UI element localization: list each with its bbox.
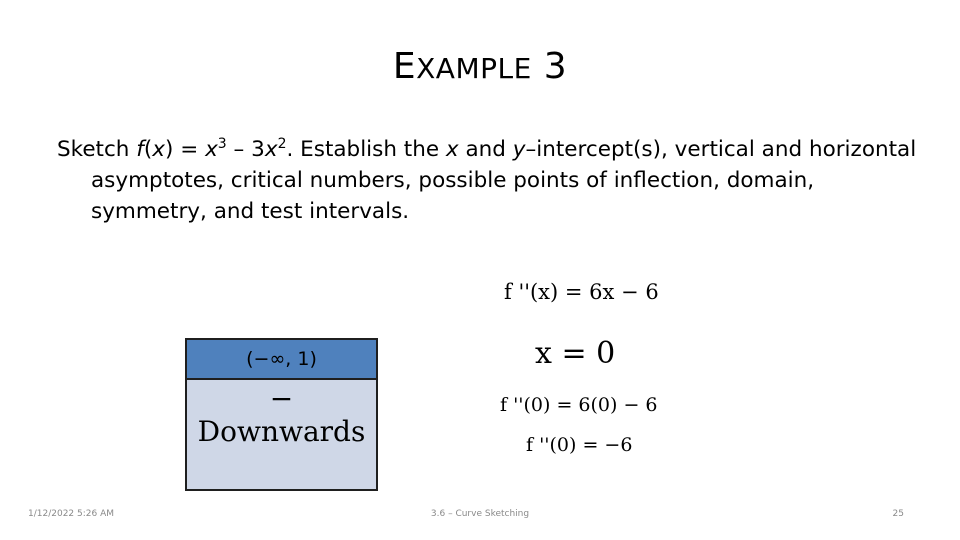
title-rest: XAMPLE [416, 52, 532, 85]
prompt-text: – 3 [226, 137, 265, 162]
prompt-var-y: y [512, 137, 526, 162]
interval-header: (−∞, 1) [187, 340, 376, 380]
prompt-var-f: f [136, 137, 144, 162]
prompt-text: Sketch [57, 137, 137, 162]
prompt-var-x: x [264, 137, 278, 162]
footer-section: 3.6 – Curve Sketching [430, 509, 530, 519]
prompt-text: ( [143, 137, 153, 162]
prompt-var-x: x [205, 137, 218, 162]
test-interval-box [185, 338, 378, 491]
equation-second-derivative: f ''(x) = 6x − 6 [504, 280, 659, 304]
title-first-letter: E [392, 46, 417, 87]
prompt-exponent: 2 [277, 135, 287, 152]
equation-x-value: x = 0 [535, 336, 616, 371]
prompt-text: –intercept(s), vertical and horizontal asymptotes, critical numbers, possible points of inflection, domain, symmetry, and test intervals. [91, 137, 917, 224]
footer-date: 1/12/2022 5:26 AM [28, 509, 115, 519]
interval-sign: − [269, 382, 294, 415]
footer-page-number: 25 [892, 509, 904, 519]
prompt-text: ) = [164, 137, 206, 162]
prompt-text: and [458, 137, 513, 162]
prompt-var-x: x [152, 137, 165, 162]
prompt-exponent: 3 [217, 135, 227, 152]
prompt-var-x: x [445, 137, 459, 162]
prompt-text: . Establish the [286, 137, 446, 162]
slide-title [0, 46, 960, 87]
equation-substitution: f ''(0) = 6(0) − 6 [500, 394, 658, 416]
equation-result: f ''(0) = −6 [526, 434, 633, 456]
concavity-direction: Downwards [197, 415, 366, 448]
problem-statement [57, 134, 927, 227]
title-number: 3 [543, 46, 568, 87]
